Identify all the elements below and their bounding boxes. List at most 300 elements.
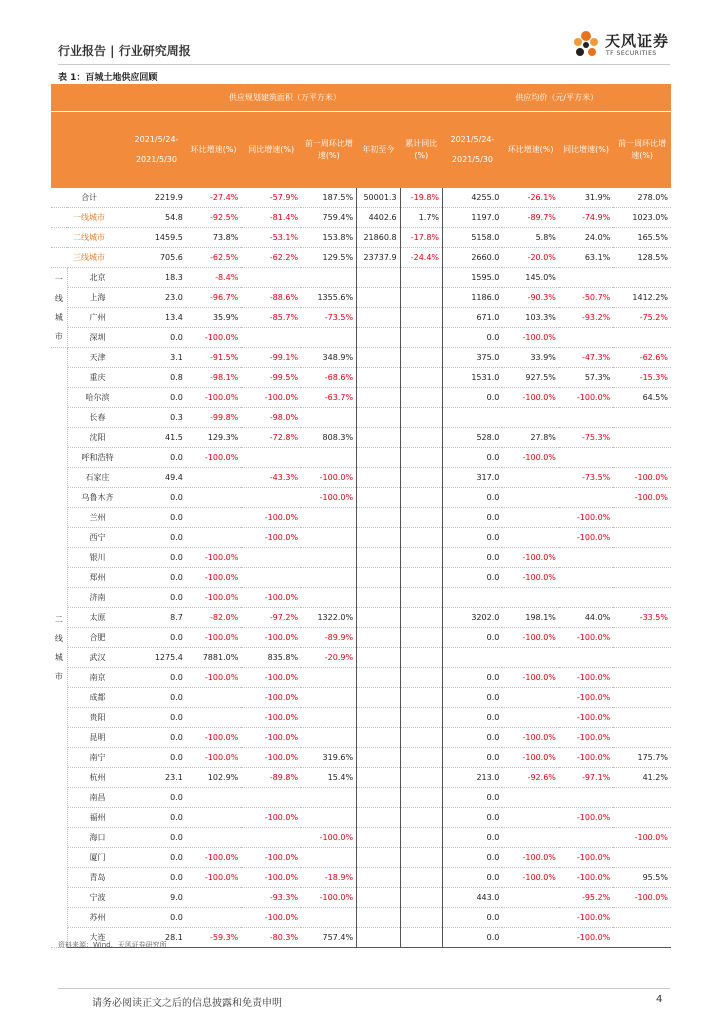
cell: -100.0% [186,668,241,688]
cell: 927.5% [502,368,559,388]
cell [443,588,503,608]
cell: 0.0 [127,908,186,928]
table-row [51,748,671,768]
cell: -100.0% [502,448,559,468]
cell: 0.0 [127,708,186,728]
cell: -100.0% [613,888,671,908]
cell: -26.1% [502,188,559,208]
cell [613,688,671,708]
cell: 0.0 [443,708,503,728]
cell [400,488,442,508]
cell [186,908,241,928]
header-corner [51,84,127,112]
cell [443,648,503,668]
cell [613,588,671,608]
tier1-group-label: 一线城市 [51,268,67,348]
table-row [51,328,671,348]
cell [502,488,559,508]
city-name: 呼和浩特 [67,448,127,468]
cell: -62.2% [241,248,301,268]
cell: -100.0% [186,548,241,568]
cell: 0.0 [443,448,503,468]
cell [502,648,559,668]
header-corner-sub [51,112,127,189]
cell [613,848,671,868]
cell: 0.0 [127,668,186,688]
cell [357,728,401,748]
cell [301,728,356,748]
cell: 1531.0 [443,368,503,388]
cell: -50.7% [559,288,613,308]
cell [357,308,401,328]
cell: -89.8% [241,768,301,788]
cell: 41.2% [613,768,671,788]
table-row [51,288,671,308]
cell [502,688,559,708]
cell: 129.5% [301,248,356,268]
cell [241,448,301,468]
cell: -91.5% [186,348,241,368]
table-row [51,508,671,528]
city-name: 哈尔滨 [67,388,127,408]
subheader-7: 环比增速(%) [502,112,559,189]
logo-name-cn: 天风证券 [605,32,670,50]
cell: -33.5% [613,608,671,628]
cell: -100.0% [502,328,559,348]
cell: 0.0 [127,388,186,408]
cell: 3202.0 [443,608,503,628]
cell: 0.0 [443,868,503,888]
cell: -100.0% [186,728,241,748]
cell: -100.0% [559,668,613,688]
cell [357,748,401,768]
cell: -100.0% [186,848,241,868]
cell: 0.0 [127,808,186,828]
cell: -99.1% [241,348,301,368]
cell: 153.8% [301,228,356,248]
cell: -15.3% [613,368,671,388]
cell: 1355.6% [301,288,356,308]
cell: -100.0% [186,568,241,588]
cell: 0.0 [127,528,186,548]
cell [357,648,401,668]
cell [559,548,613,568]
cell [502,808,559,828]
cell [400,928,442,948]
cell [301,528,356,548]
cell: -100.0% [241,528,301,548]
cell: -53.1% [241,228,301,248]
cell [559,408,613,428]
cell [400,668,442,688]
cell: -93.3% [241,888,301,908]
subheader-8: 同比增速(%) [559,112,613,189]
cell [613,928,671,948]
cell [559,268,613,288]
cell [559,788,613,808]
cell: 0.0 [127,728,186,748]
cell: 50001.3 [357,188,401,208]
cell: 317.0 [443,468,503,488]
cell: -92.5% [186,208,241,228]
cell [613,568,671,588]
cell [400,468,442,488]
cell: -100.0% [559,388,613,408]
cell: -43.3% [241,468,301,488]
cell [559,448,613,468]
source-note: 资料来源：Wind、天风证券研究所 [58,941,167,949]
cell: 0.0 [443,528,503,548]
city-name: 深圳 [67,328,127,348]
cell [357,288,401,308]
cell [357,388,401,408]
cell [400,408,442,428]
cell [400,268,442,288]
cell: -100.0% [241,908,301,928]
table-row [51,668,671,688]
cell [301,268,356,288]
cell [186,488,241,508]
cell: 671.0 [443,308,503,328]
cell: 129.3% [186,428,241,448]
cell [357,628,401,648]
table-row [51,768,671,788]
cell [241,788,301,808]
subheader-5: 累计同比(%) [400,112,442,189]
cell [357,588,401,608]
table-row [51,528,671,548]
cell: 0.0 [127,748,186,768]
cell: -100.0% [241,628,301,648]
city-name: 厦门 [67,848,127,868]
cell [301,328,356,348]
cell [301,508,356,528]
cell [301,588,356,608]
table-row [51,388,671,408]
subheader-9: 前一周环比增速(%) [613,112,671,189]
cell [301,688,356,708]
table-row [51,468,671,488]
cell: 0.0 [127,868,186,888]
cell [613,628,671,648]
cell [357,368,401,388]
cell: -99.8% [186,408,241,428]
cell [241,268,301,288]
cell: 1197.0 [443,208,503,228]
cell: -90.3% [502,288,559,308]
city-name: 合肥 [67,628,127,648]
subheader-4: 年初至今 [357,112,401,189]
cell [400,768,442,788]
cell [400,808,442,828]
cell [613,668,671,688]
cell: 213.0 [443,768,503,788]
cell: 0.0 [127,688,186,708]
cell: 0.8 [127,368,186,388]
cell: -100.0% [241,588,301,608]
cell: -100.0% [241,388,301,408]
cell: -75.2% [613,308,671,328]
city-name: 青岛 [67,868,127,888]
cell: 0.0 [443,628,503,648]
cell: 187.5% [301,188,356,208]
row-label: 二线城市 [51,228,127,248]
table-row [51,428,671,448]
city-name: 昆明 [67,728,127,748]
cell: 0.0 [127,628,186,648]
cell: 3.1 [127,348,186,368]
cell [400,688,442,708]
table-row [51,728,671,748]
table-row [51,348,671,368]
subheader-3: 前一周环比增速(%) [301,112,356,189]
cell [613,448,671,468]
cell: -100.0% [301,468,356,488]
city-name: 兰州 [67,508,127,528]
cell: -100.0% [559,508,613,528]
cell: -100.0% [613,828,671,848]
cell [357,508,401,528]
table-row [51,368,671,388]
cell: 0.0 [127,788,186,808]
table-row [51,908,671,928]
cell: 21860.8 [357,228,401,248]
cell: 759.4% [301,208,356,228]
cell [400,508,442,528]
cell: 0.0 [443,488,503,508]
cell [301,548,356,568]
cell [613,268,671,288]
cell [357,468,401,488]
cell: 49.4 [127,468,186,488]
cell: -100.0% [241,868,301,888]
cell: -63.7% [301,388,356,408]
cell: -98.0% [241,408,301,428]
cell [400,848,442,868]
group-area-header: 供应规划建筑面积（万平方米） [127,84,442,112]
cell: 103.3% [502,308,559,328]
table-row [51,608,671,628]
table-row [51,488,671,508]
cell: -100.0% [241,688,301,708]
cell [301,848,356,868]
city-name: 广州 [67,308,127,328]
cell: 0.0 [443,788,503,808]
brand-logo [568,26,678,62]
cell: -100.0% [559,848,613,868]
summary-row [51,188,671,208]
page-number: 4 [656,994,663,1005]
report-header: 行业报告 | 行业研究周报 [58,44,191,58]
table-row [51,788,671,808]
cell [301,448,356,468]
cell [357,528,401,548]
cell: -100.0% [502,628,559,648]
cell: 5.8% [502,228,559,248]
cell [357,328,401,348]
cell: 5158.0 [443,228,503,248]
cell: 28.1 [127,928,186,948]
city-name: 长春 [67,408,127,428]
cell [613,408,671,428]
cell [357,268,401,288]
cell: 0.0 [127,508,186,528]
city-name: 武汉 [67,648,127,668]
cell [400,568,442,588]
cell: 54.8 [127,208,186,228]
cell [559,648,613,668]
cell: -24.4% [400,248,442,268]
cell: 0.0 [443,748,503,768]
cell [186,708,241,728]
cell: 64.5% [613,388,671,408]
cell [301,788,356,808]
cell: -62.5% [186,248,241,268]
cell [400,368,442,388]
disclaimer-footer: 请务必阅读正文之后的信息披露和免责申明 [92,998,282,1009]
cell: 278.0% [613,188,671,208]
cell: -100.0% [241,668,301,688]
cell: -100.0% [186,868,241,888]
cell: -20.0% [502,248,559,268]
cell: -73.5% [559,468,613,488]
cell: -100.0% [502,728,559,748]
cell: -100.0% [502,868,559,888]
city-name: 重庆 [67,368,127,388]
cell: -100.0% [559,728,613,748]
cell [400,648,442,668]
cell: -100.0% [241,848,301,868]
cell [613,548,671,568]
table-row [51,868,671,888]
cell: 2219.9 [127,188,186,208]
cell [186,688,241,708]
cell: 175.7% [613,748,671,768]
cell [186,888,241,908]
table-row [51,828,671,848]
cell: 145.0% [502,268,559,288]
cell: -95.2% [559,888,613,908]
table-row [51,408,671,428]
cell [613,808,671,828]
cell: 348.9% [301,348,356,368]
cell: -85.7% [241,308,301,328]
cell: -100.0% [241,728,301,748]
cell: 0.0 [443,848,503,868]
cell [301,708,356,728]
cell [357,868,401,888]
cell [400,828,442,848]
cell [400,308,442,328]
cell: -92.6% [502,768,559,788]
cell: -100.0% [186,628,241,648]
cell: 1275.4 [127,648,186,668]
cell: -20.9% [301,648,356,668]
cell: 0.0 [127,568,186,588]
city-name: 西宁 [67,528,127,548]
cell: -100.0% [186,328,241,348]
cell [400,348,442,368]
cell [613,908,671,928]
cell: 2660.0 [443,248,503,268]
cell [400,448,442,468]
tier2-group-label: 二线城市 [51,348,67,948]
cell: -100.0% [241,708,301,728]
cell: 835.8% [241,648,301,668]
cell [502,828,559,848]
summary-row [51,208,671,228]
cell [502,468,559,488]
cell: 0.0 [443,568,503,588]
city-name: 大连 [67,928,127,948]
cell: 319.6% [301,748,356,768]
cell: 443.0 [443,888,503,908]
cell [502,888,559,908]
city-name: 南宁 [67,748,127,768]
cell: 808.3% [301,428,356,448]
cell: -100.0% [186,448,241,468]
cell [357,908,401,928]
cell: 102.9% [186,768,241,788]
cell: 15.4% [301,768,356,788]
city-name: 苏州 [67,908,127,928]
cell: 705.6 [127,248,186,268]
cell [357,488,401,508]
cell [357,568,401,588]
cell: -100.0% [241,508,301,528]
cell: -100.0% [559,868,613,888]
cell: 0.0 [443,668,503,688]
cell [357,828,401,848]
cell: -100.0% [186,388,241,408]
cell: -100.0% [502,388,559,408]
cell: 0.0 [443,828,503,848]
cell [186,508,241,528]
table-row [51,648,671,668]
cell [357,928,401,948]
city-name: 济南 [67,588,127,608]
city-name: 乌鲁木齐 [67,488,127,508]
cell [613,428,671,448]
cell [357,688,401,708]
cell: -81.4% [241,208,301,228]
cell: -8.4% [186,268,241,288]
cell [241,548,301,568]
cell: 23.1 [127,768,186,788]
city-name: 贵阳 [67,708,127,728]
table-row [51,888,671,908]
table-row [51,268,671,288]
city-name: 上海 [67,288,127,308]
cell [400,328,442,348]
cell [357,408,401,428]
cell [357,708,401,728]
cell: 8.7 [127,608,186,628]
cell [400,788,442,808]
cell [301,668,356,688]
cell: 128.5% [613,248,671,268]
cell: -100.0% [301,828,356,848]
cell [400,628,442,648]
table-row [51,628,671,648]
cell: 4402.6 [357,208,401,228]
cell [357,888,401,908]
cell: -100.0% [186,588,241,608]
cell [301,408,356,428]
table-row [51,708,671,728]
cell: 0.0 [127,588,186,608]
cell: -100.0% [301,488,356,508]
